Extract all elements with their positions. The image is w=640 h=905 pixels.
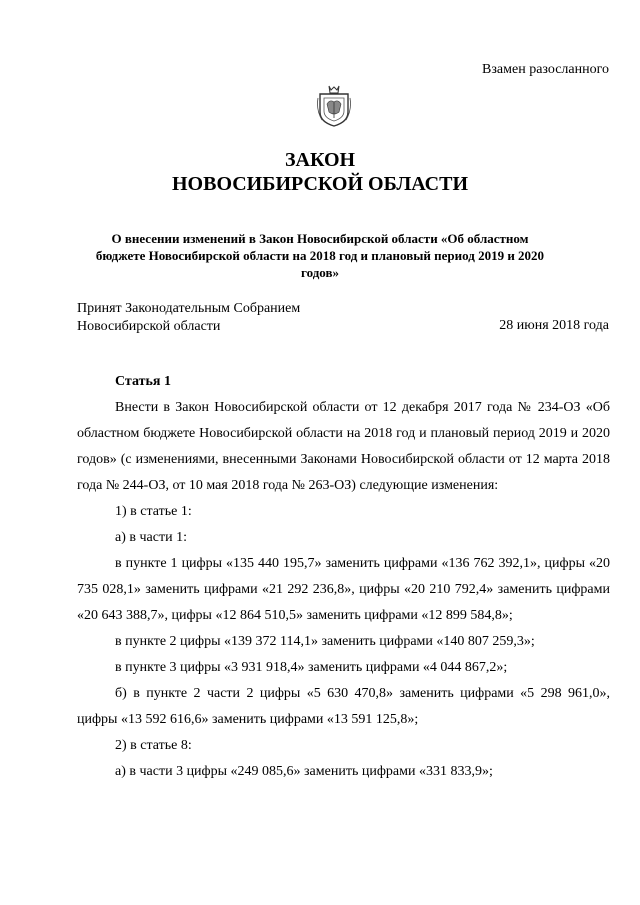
paragraph-item-1a: а) в части 1: — [115, 530, 187, 545]
law-body — [77, 369, 610, 785]
law-title: ЗАКОН — [284, 149, 356, 171]
paragraph-item-2: 2) в статье 8: — [115, 738, 192, 753]
paragraph-point-1: в пункте 1 цифры «135 440 195,7» заменить цифрами «136 762 392,1», цифры «20 735 028,1» заменить цифрами «21 292 236,8», цифры «20 210 792,4» заменить цифрами «20 643 388,7», цифры «12 864 510,5» заменить цифрами «12 899 584,8»; — [77, 556, 610, 623]
adoption-line-2: Новосибирской области — [77, 319, 221, 334]
law-subject: О внесении изменений в Закон Новосибирской области «Об областном бюджете Новосибирской области на 2018 год и плановый период 2019 и 2020 годов» — [95, 231, 545, 280]
adoption-line-1: Принят Законодательным Собранием — [77, 301, 301, 316]
adoption-date: 28 июня 2018 года — [499, 318, 609, 333]
coat-of-arms-icon — [316, 84, 352, 128]
article-heading: Статья 1 — [115, 374, 171, 389]
paragraph-intro: Внести в Закон Новосибирской области от 12 декабря 2017 года № 234-ОЗ «Об областном бюджете Новосибирской области на 2018 год и плановый период 2019 и 2020 годов» (с изменениями, внесенными Законами Новосибирской области от 12 марта 2018 года № 244-ОЗ, от 10 мая 2018 года № 263-ОЗ) следующие изменения: — [77, 400, 610, 493]
region-title: НОВОСИБИРСКОЙ ОБЛАСТИ — [171, 173, 469, 195]
paragraph-point-3: в пункте 3 цифры «3 931 918,4» заменить цифрами «4 044 867,2»; — [115, 660, 508, 675]
replacement-note: Взамен разосланного — [482, 62, 609, 77]
adoption-block — [77, 300, 300, 336]
paragraph-item-1b: б) в пункте 2 части 2 цифры «5 630 470,8» заменить цифрами «5 298 961,0», цифры «13 592 616,6» заменить цифрами «13 591 125,8»; — [77, 686, 610, 727]
paragraph-item-2a: а) в части 3 цифры «249 085,6» заменить цифрами «331 833,9»; — [115, 764, 493, 779]
paragraph-point-2: в пункте 2 цифры «139 372 114,1» заменить цифрами «140 807 259,3»; — [115, 634, 535, 649]
paragraph-item-1: 1) в статье 1: — [115, 504, 192, 519]
